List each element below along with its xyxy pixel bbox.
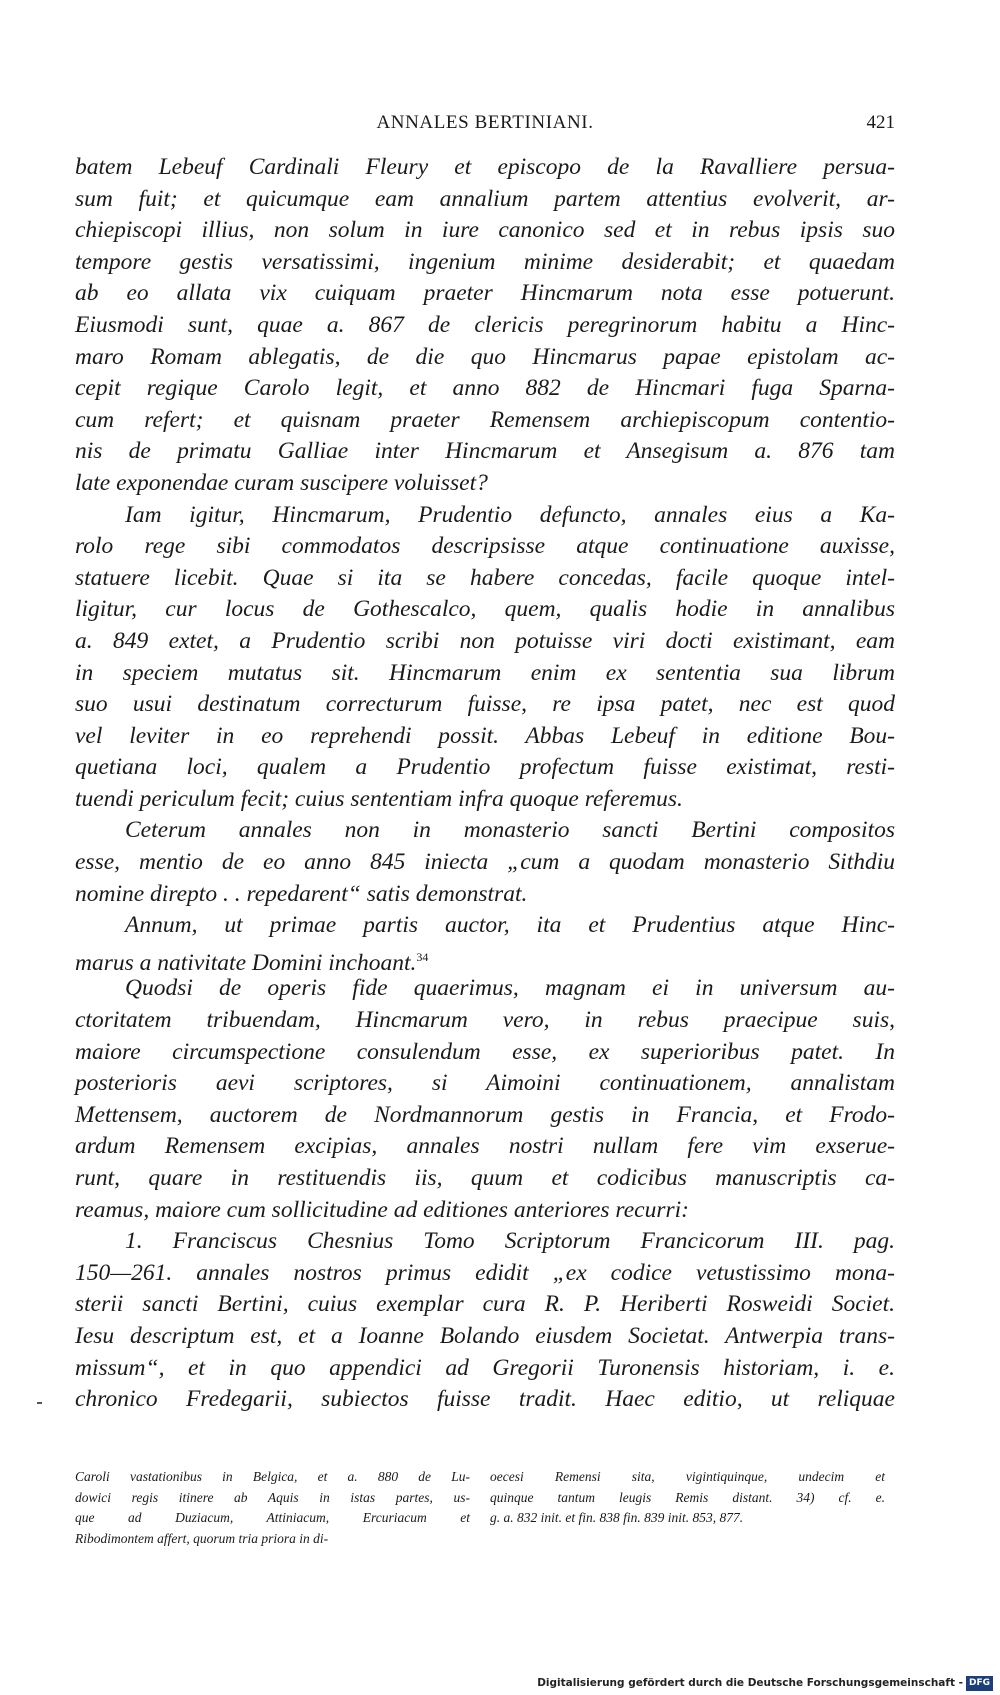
- text-line: [75, 973, 895, 1005]
- text-line: [75, 879, 895, 911]
- text-line: [75, 436, 895, 468]
- text-line-content: sum fuit; et quicumque eam annalium partem attentius evolverit, ar-: [75, 185, 895, 212]
- text-line-content: 150—261. annales nostros primus edidit „ex codice vetustissimo mona-: [75, 1259, 895, 1286]
- dfg-logo: DFG: [966, 1676, 993, 1691]
- margin-mark: [37, 1402, 42, 1404]
- text-line: [75, 815, 895, 847]
- text-line-content: marus a nativitate Domini inchoant.: [75, 949, 417, 976]
- text-line: [75, 342, 895, 374]
- text-line-content: rolo rege sibi commodatos descripsisse atque continuatione auxisse,: [75, 533, 895, 560]
- text-line-content: 1. Franciscus Chesnius Tomo Scriptorum Francicorum III. pag.: [125, 1228, 895, 1255]
- text-line-content: suo usui destinatum correcturum fuisse, re ipsa patet, nec est quod: [75, 691, 895, 718]
- text-line-content: Quodsi de operis fide quaerimus, magnam ei in universum au-: [125, 975, 895, 1002]
- text-line-content: ab eo allata vix cuiquam praeter Hincmarum nota esse potuerunt.: [75, 280, 895, 307]
- text-line: [75, 563, 895, 595]
- footnote-line: que ad Duziacum, Attiniacum, Ercuriacum et: [75, 1510, 470, 1525]
- text-line: [75, 658, 895, 690]
- text-line: [75, 215, 895, 247]
- text-line-content: nomine direpto . . repedarent“ satis demonstrat.: [75, 880, 528, 907]
- text-line-content: Mettensem, auctorem de Nordmannorum gestis in Francia, et Frodo-: [75, 1101, 895, 1128]
- text-line: [75, 594, 895, 626]
- text-line: [75, 942, 895, 974]
- text-line-content: Iam igitur, Hincmarum, Prudentio defuncto, annales eius a Ka-: [125, 501, 895, 528]
- text-line: [75, 468, 895, 500]
- footnote-line: quinque tantum leugis Remis distant. 34) cf. e.: [490, 1489, 885, 1505]
- text-line-content: a. 849 extet, a Prudentio scribi non potuisse viri docti existimant, eam: [75, 627, 895, 654]
- text-line: [75, 1258, 895, 1290]
- text-line-content: sterii sancti Bertini, cuius exemplar cura R. P. Heriberti Rosweidi Societ.: [75, 1291, 895, 1318]
- text-line-content: reamus, maiore cum sollicitudine ad editiones anteriores recurri:: [75, 1196, 689, 1223]
- text-line-content: esse, mentio de eo anno 845 iniecta „cum a quodam monasterio Sithdiu: [75, 849, 895, 876]
- text-line-content: vel leviter in eo reprehendi possit. Abbas Lebeuf in editione Bou-: [75, 722, 895, 749]
- footnote-line: oecesi Remensi sita, vigintiquinque, undecim et: [490, 1469, 885, 1484]
- text-line: [75, 910, 895, 942]
- banner-text: Digitalisierung gefördert durch die Deutsche Forschungsgemeinschaft -: [537, 1677, 963, 1689]
- text-line: [75, 1163, 895, 1195]
- body-text: [75, 152, 895, 1416]
- text-line: [75, 752, 895, 784]
- text-line: [75, 373, 895, 405]
- text-line: [75, 626, 895, 658]
- text-line: [75, 1131, 895, 1163]
- text-line: [75, 1289, 895, 1321]
- text-line-content: cum refert; et quisnam praeter Remensem archiepiscopum contentio-: [75, 406, 895, 433]
- text-line-content: batem Lebeuf Cardinali Fleury et episcopo de la Ravalliere persua-: [75, 154, 895, 180]
- text-line: [75, 1100, 895, 1132]
- text-line-content: statuere licebit. Quae si ita se habere concedas, facile quoque intel-: [75, 564, 895, 591]
- text-line-content: cepit regique Carolo legit, et anno 882 de Hincmari fuga Sparna-: [75, 375, 895, 402]
- text-line-content: quetiana loci, qualem a Prudentio profectum fuisse existimat, resti-: [75, 754, 895, 781]
- text-line: [75, 1353, 895, 1385]
- text-line: [75, 278, 895, 310]
- digitization-banner: [537, 1675, 993, 1691]
- text-line-content: runt, quare in restituendis iis, quum et codicibus manuscriptis ca-: [75, 1165, 895, 1191]
- text-line: [75, 310, 895, 342]
- footnote-line: Caroli vastationibus in Belgica, et a. 880 de Lu-: [75, 1469, 470, 1484]
- text-line: [75, 1321, 895, 1353]
- text-line: [75, 1226, 895, 1258]
- text-line: [75, 721, 895, 753]
- text-line: [75, 405, 895, 437]
- text-line: [75, 1384, 895, 1416]
- text-line-content: ctoritatem tribuendam, Hincmarum vero, in rebus praecipue suis,: [75, 1007, 895, 1034]
- text-line: [75, 1068, 895, 1100]
- running-title: ANNALES BERTINIANI.: [376, 112, 594, 133]
- footnote-line: Ribodimontem affert, quorum tria priora in di-: [75, 1530, 329, 1546]
- text-line-content: tempore gestis versatissimi, ingenium minime desiderabit; et quaedam: [75, 248, 895, 275]
- text-line-content: late exponendae curam suscipere voluisset?: [75, 469, 488, 496]
- footnote-reference: 34: [416, 949, 429, 964]
- text-line-content: tuendi periculum fecit; cuius sententiam infra quoque referemus.: [75, 785, 683, 812]
- text-line-content: Iesu descriptum est, et a Ioanne Bolando eiusdem Societat. Antwerpia trans-: [75, 1322, 895, 1349]
- text-line: [75, 847, 895, 879]
- text-line: [75, 247, 895, 279]
- text-line: [75, 689, 895, 721]
- text-line-content: nis de primatu Galliae inter Hincmarum et Ansegisum a. 876 tam: [75, 438, 895, 465]
- page-number: 421: [866, 112, 895, 133]
- page-header: [75, 112, 895, 142]
- footnote-column-right: [490, 1467, 885, 1529]
- text-line-content: in speciem mutatus sit. Hincmarum enim ex sententia sua librum: [75, 659, 895, 686]
- text-line-content: Eiusmodi sunt, quae a. 867 de clericis peregrinorum habitu a Hinc-: [75, 311, 895, 338]
- text-line-content: maiore circumspectione consulendum esse, ex superioribus patet. In: [75, 1038, 895, 1065]
- text-line-content: ardum Remensem excipias, annales nostri nullam fere vim exserue-: [75, 1133, 895, 1160]
- text-line-content: ligitur, cur locus de Gothescalco, quem, qualis hodie in annalibus: [75, 596, 895, 623]
- text-line: [75, 531, 895, 563]
- text-line: [75, 500, 895, 532]
- text-line-content: maro Romam ablegatis, de die quo Hincmarus papae epistolam ac-: [75, 343, 895, 370]
- text-line: [75, 784, 895, 816]
- text-line-content: chronico Fredegarii, subiectos fuisse tradit. Haec editio, ut reliquae: [75, 1386, 895, 1413]
- footnote-line: dowici regis itinere ab Aquis in istas partes, us-: [75, 1489, 470, 1505]
- text-line-content: posterioris aevi scriptores, si Aimoini continuationem, annalistam: [75, 1070, 895, 1097]
- text-line: [75, 184, 895, 216]
- footnote-column-left: [75, 1467, 470, 1549]
- text-line-content: missum“, et in quo appendici ad Gregorii Turonensis historiam, i. e.: [75, 1354, 895, 1381]
- text-line: [75, 152, 895, 184]
- text-line: [75, 1005, 895, 1037]
- footnote-line: g. a. 832 init. et fin. 838 fin. 839 init. 853, 877.: [490, 1510, 744, 1525]
- text-line-content: chiepiscopi illius, non solum in iure canonico sed et in rebus ipsis suo: [75, 217, 895, 244]
- text-line-content: Ceterum annales non in monasterio sancti Bertini compositos: [125, 817, 895, 844]
- text-line-content: Annum, ut primae partis auctor, ita et Prudentius atque Hinc-: [125, 912, 895, 939]
- text-line: [75, 1037, 895, 1069]
- text-line: [75, 1195, 895, 1227]
